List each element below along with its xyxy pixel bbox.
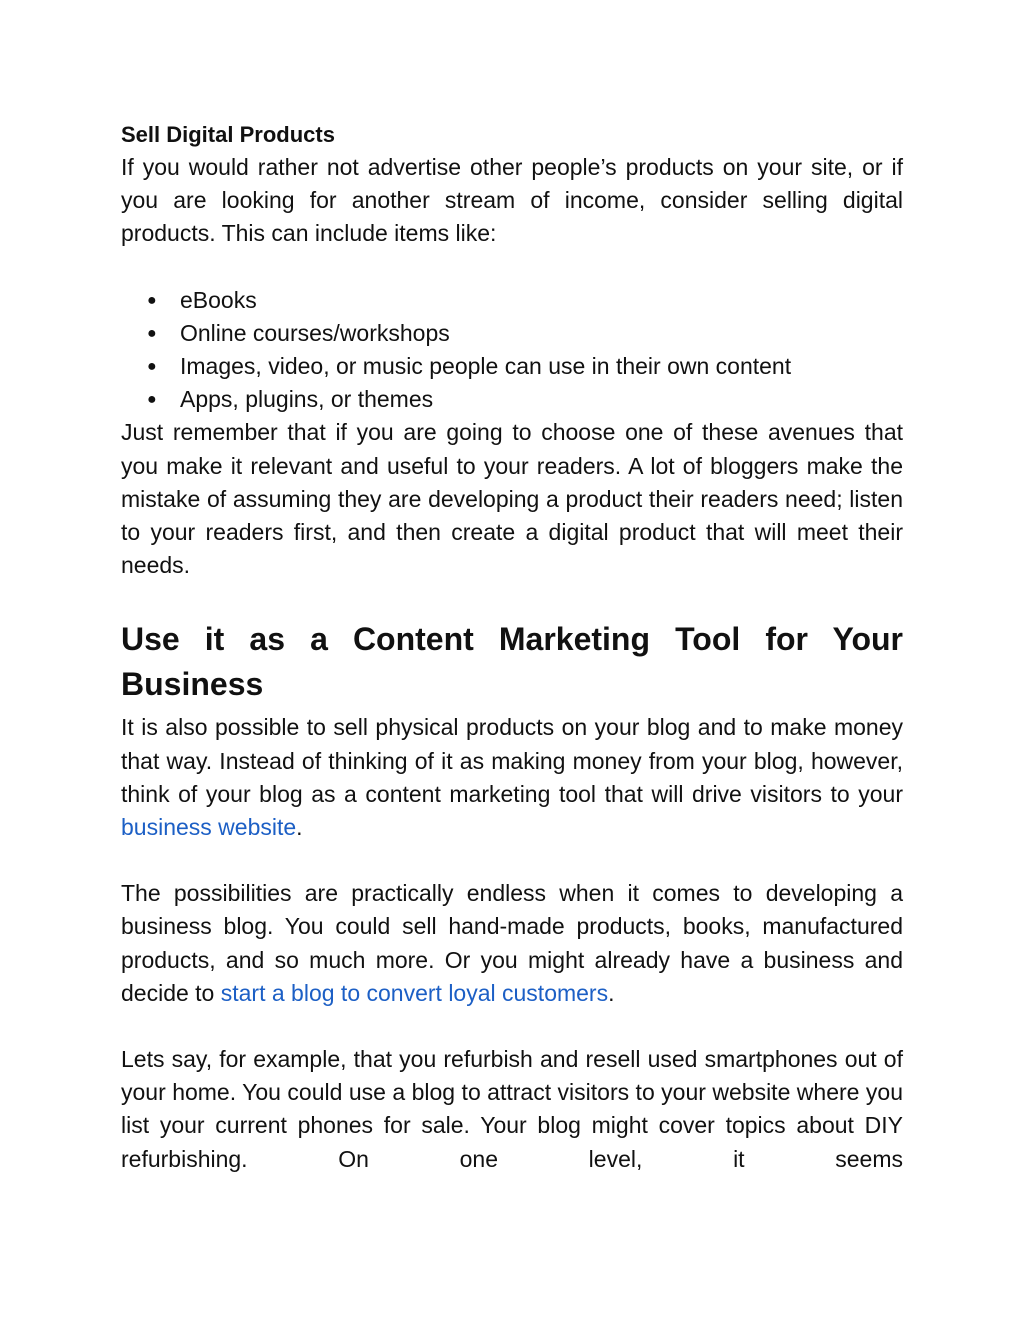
- paragraph-end: .: [296, 814, 303, 841]
- bullet-icon: ●: [147, 291, 157, 309]
- list-item-label: Apps, plugins, or themes: [180, 386, 434, 413]
- start-blog-link[interactable]: start a blog to convert loyal customers: [220, 979, 609, 1006]
- heading-line-1: Use it as a Content Marketing Tool for Your: [121, 621, 903, 658]
- list-item-label: Images, video, or music people can use in their own content: [180, 353, 792, 380]
- heading-line-2: Business: [121, 666, 264, 703]
- document-page: [121, 118, 903, 1176]
- list-item: [147, 383, 903, 416]
- list-item-label: eBooks: [180, 286, 257, 313]
- paragraph-spacer: [121, 1010, 903, 1043]
- paragraph-possibilities: [121, 877, 903, 1010]
- paragraph-text: The possibilities are practically endless when it comes to developing a business blog. You could sell hand-made products, books, manufactured products, and so much more. Or you might already have a business and decide to: [121, 880, 903, 1006]
- paragraph-spacer: [121, 844, 903, 877]
- business-website-link[interactable]: business website: [121, 814, 297, 841]
- paragraph-text: It is also possible to sell physical products on your blog and to make money that way. Instead of thinking of it as making money from your blog, however, think of your blog as a content marketing tool that will drive visitors to your: [121, 714, 903, 807]
- section-heading-content-marketing: [121, 617, 903, 707]
- digital-products-list: [121, 284, 903, 417]
- list-item: [147, 284, 903, 317]
- list-item-label: Online courses/workshops: [180, 319, 450, 346]
- closing-paragraph: Just remember that if you are going to choose one of these avenues that you make it relevant and useful to your readers. A lot of bloggers make the mistake of assuming they are developing a product their readers need; listen to your readers first, and then create a digital product that will meet their needs.: [121, 419, 903, 579]
- paragraph-smartphones-example: Lets say, for example, that you refurbish and resell used smartphones out of your home. You could use a blog to attract visitors to your website where you list your current phones for sale. Your blog might cover topics about DIY refurbishing. On one level, it seems: [121, 1046, 903, 1172]
- list-item: [147, 350, 903, 383]
- list-item: [147, 317, 903, 350]
- section-heading-sell-digital-products: Sell Digital Products: [121, 122, 335, 147]
- intro-paragraph: If you would rather not advertise other people’s products on your site, or if you are looking for another stream of income, consider selling digital products. This can include items like:: [121, 154, 903, 247]
- paragraph-end: .: [608, 979, 615, 1006]
- bullet-icon: ●: [147, 358, 157, 376]
- paragraph-physical-products: [121, 711, 903, 844]
- bullet-icon: ●: [147, 324, 157, 342]
- paragraph-spacer: [121, 251, 903, 284]
- bullet-icon: ●: [147, 391, 157, 409]
